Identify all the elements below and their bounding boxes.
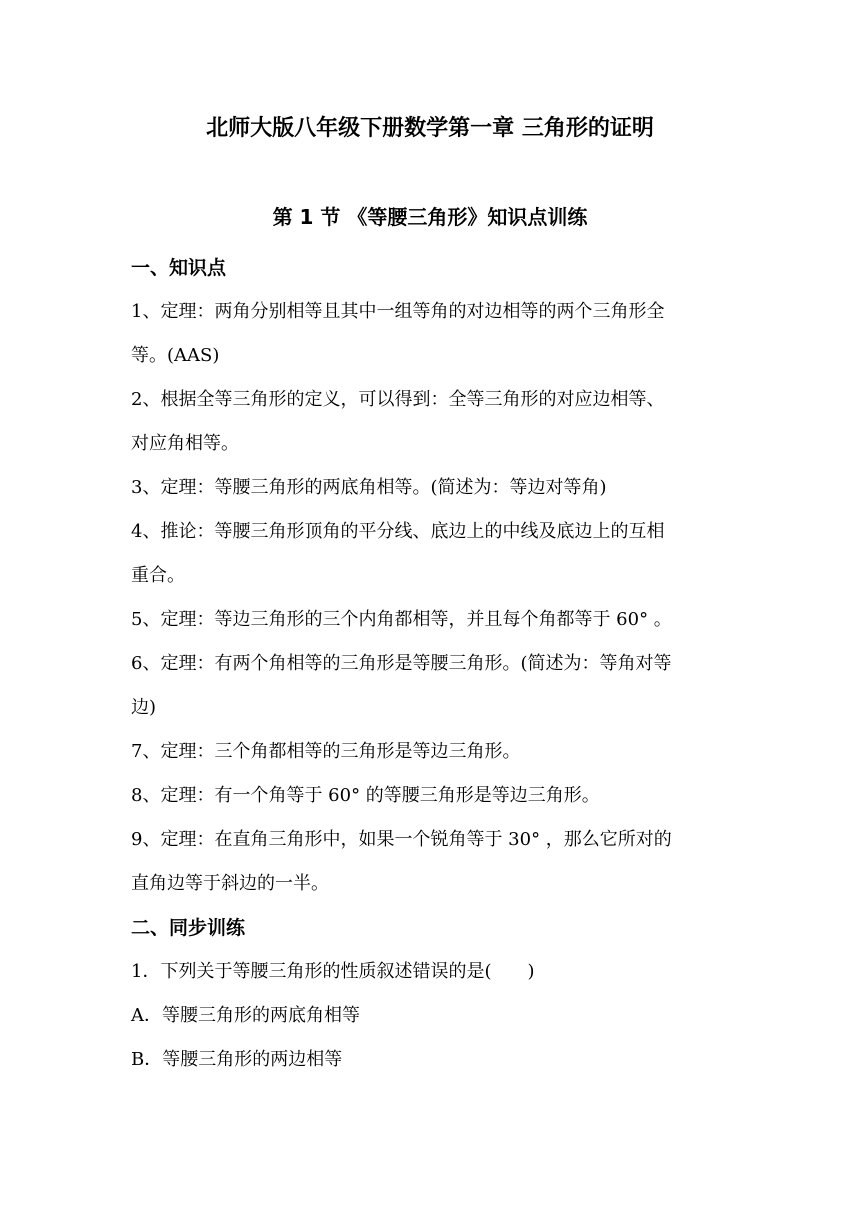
knowledge-point-7: 7、定理：三个角都相等的三角形是等边三角形。	[131, 741, 521, 762]
question-1-option-b: B．等腰三角形的两边相等	[131, 1049, 343, 1070]
knowledge-point-1-line-2: 等。(AAS)	[131, 345, 220, 366]
section-subtitle: 第 1 节 《等腰三角形》知识点训练	[272, 205, 588, 229]
knowledge-point-6-line-2: 边)	[131, 697, 157, 718]
knowledge-point-9-line-2: 直角边等于斜边的一半。	[131, 873, 329, 894]
document-body	[131, 246, 731, 1082]
knowledge-point-4-line-2: 重合。	[131, 565, 185, 586]
knowledge-point-8: 8、定理：有一个角等于 60° 的等腰三角形是等边三角形。	[131, 785, 600, 806]
knowledge-point-5: 5、定理：等边三角形的三个内角都相等，并且每个角都等于 60° 。	[131, 609, 672, 630]
knowledge-point-2-line-1: 2、根据全等三角形的定义，可以得到：全等三角形的对应边相等、	[131, 389, 665, 410]
knowledge-point-6-line-1: 6、定理：有两个角相等的三角形是等腰三角形。(简述为：等角对等	[131, 653, 672, 674]
knowledge-point-2-line-2: 对应角相等。	[131, 433, 239, 454]
document-title: 北师大版八年级下册数学第一章 三角形的证明	[206, 116, 654, 141]
question-1-option-a: A．等腰三角形的两底角相等	[131, 1005, 360, 1026]
knowledge-point-3: 3、定理：等腰三角形的两底角相等。(简述为：等边对等角)	[131, 477, 607, 498]
knowledge-point-1-line-1: 1、定理：两角分别相等且其中一组等角的对边相等的两个三角形全	[131, 301, 665, 322]
knowledge-points-heading: 一、知识点	[131, 257, 227, 279]
knowledge-point-9-line-1: 9、定理：在直角三角形中，如果一个锐角等于 30° ，那么它所对的	[131, 829, 672, 850]
practice-heading: 二、同步训练	[131, 917, 246, 939]
knowledge-point-4-line-1: 4、推论：等腰三角形顶角的平分线、底边上的中线及底边上的互相	[131, 521, 665, 542]
question-1: 1．下列关于等腰三角形的性质叙述错误的是( )	[131, 961, 535, 982]
